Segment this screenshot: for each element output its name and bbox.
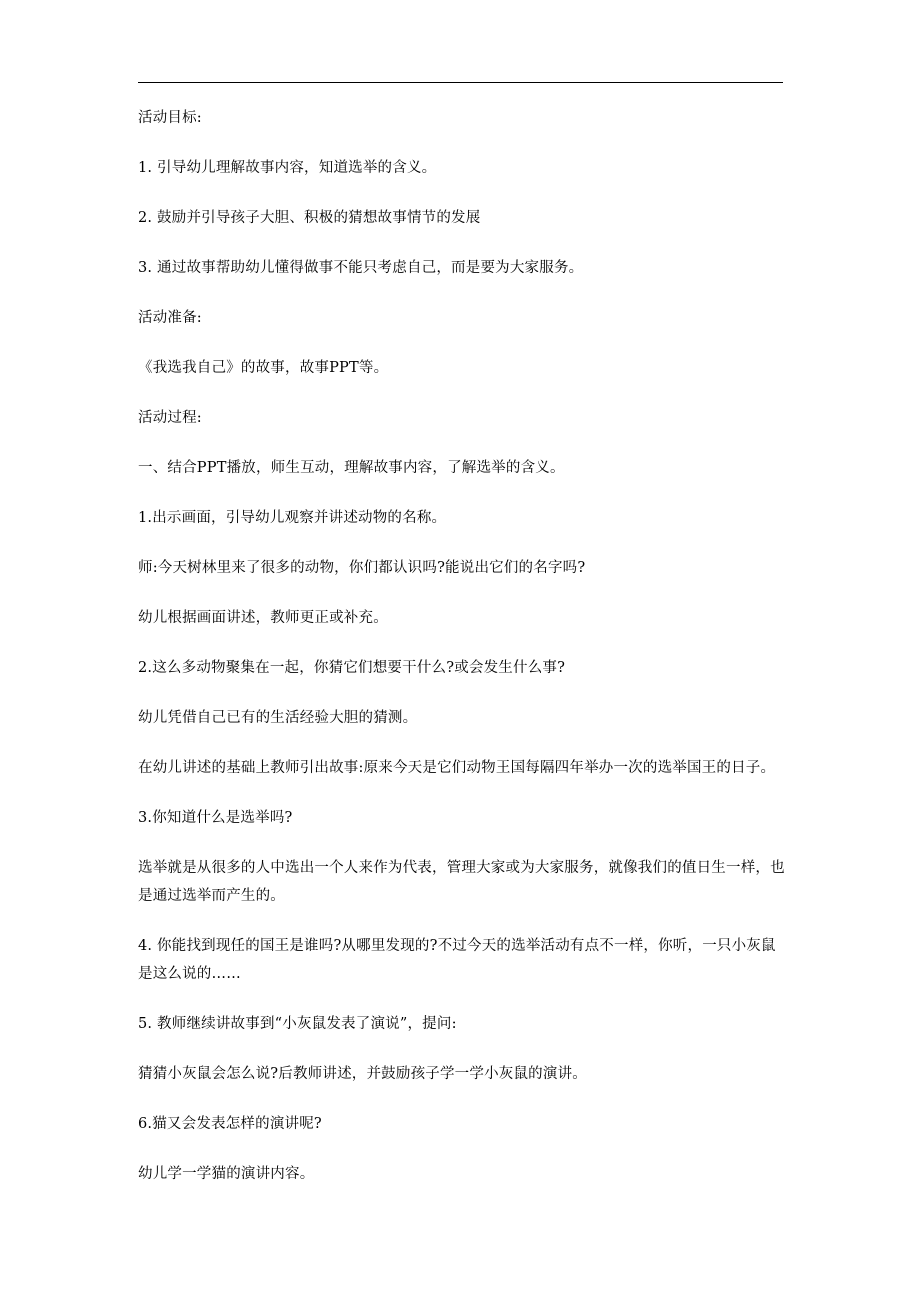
process-paragraph: 选举就是从很多的人中选出一个人来作为代表，管理大家或为大家服务，就像我们的值日生一样，也是通过选举而产生的。	[138, 860, 785, 904]
process-paragraph: 4. 你能找到现任的国王是谁吗?从哪里发现的?不过今天的选举活动有点不一样，你听，一只小灰鼠是这么说的……	[138, 938, 776, 982]
goal-item-3: 3. 通过故事帮助幼儿懂得做事不能只考虑自己，而是要为大家服务。	[138, 260, 584, 276]
process-step-heading: 一、结合PPT播放，师生互动，理解故事内容，了解选举的含义。	[138, 460, 565, 476]
section-heading-preparation: 活动准备:	[138, 310, 202, 326]
process-paragraph: 6.猫又会发表怎样的演讲呢?	[138, 1116, 322, 1132]
process-paragraph: 2.这么多动物聚集在一起，你猜它们想要干什么?或会发生什么事?	[138, 660, 566, 676]
header-rule	[138, 82, 783, 83]
section-heading-goals: 活动目标:	[138, 110, 202, 126]
process-paragraph: 在幼儿讲述的基础上教师引出故事:原来今天是它们动物王国每隔四年举办一次的选举国王的日子。	[138, 760, 776, 776]
process-paragraph: 师:今天树林里来了很多的动物，你们都认识吗?能说出它们的名字吗?	[138, 560, 586, 576]
document-body	[138, 104, 786, 1210]
process-paragraph: 幼儿根据画面讲述，教师更正或补充。	[138, 610, 388, 626]
process-paragraph: 幼儿凭借自己已有的生活经验大胆的猜测。	[138, 710, 418, 726]
process-paragraph: 1.出示画面，引导幼儿观察并讲述动物的名称。	[138, 510, 447, 526]
process-paragraph: 5. 教师继续讲故事到“小灰鼠发表了演说”，提问:	[138, 1016, 457, 1032]
process-paragraph: 猜猜小灰鼠会怎么说?后教师讲述，并鼓励孩子学一学小灰鼠的演讲。	[138, 1066, 587, 1082]
goal-item-1: 1. 引导幼儿理解故事内容，知道选举的含义。	[138, 160, 437, 176]
goal-item-2: 2. 鼓励并引导孩子大胆、积极的猜想故事情节的发展	[138, 210, 481, 226]
process-paragraph: 幼儿学一学猫的演讲内容。	[138, 1166, 315, 1182]
preparation-text: 《我选我自己》的故事，故事PPT等。	[138, 360, 389, 376]
process-paragraph: 3.你知道什么是选举吗?	[138, 810, 293, 826]
section-heading-process: 活动过程:	[138, 410, 202, 426]
